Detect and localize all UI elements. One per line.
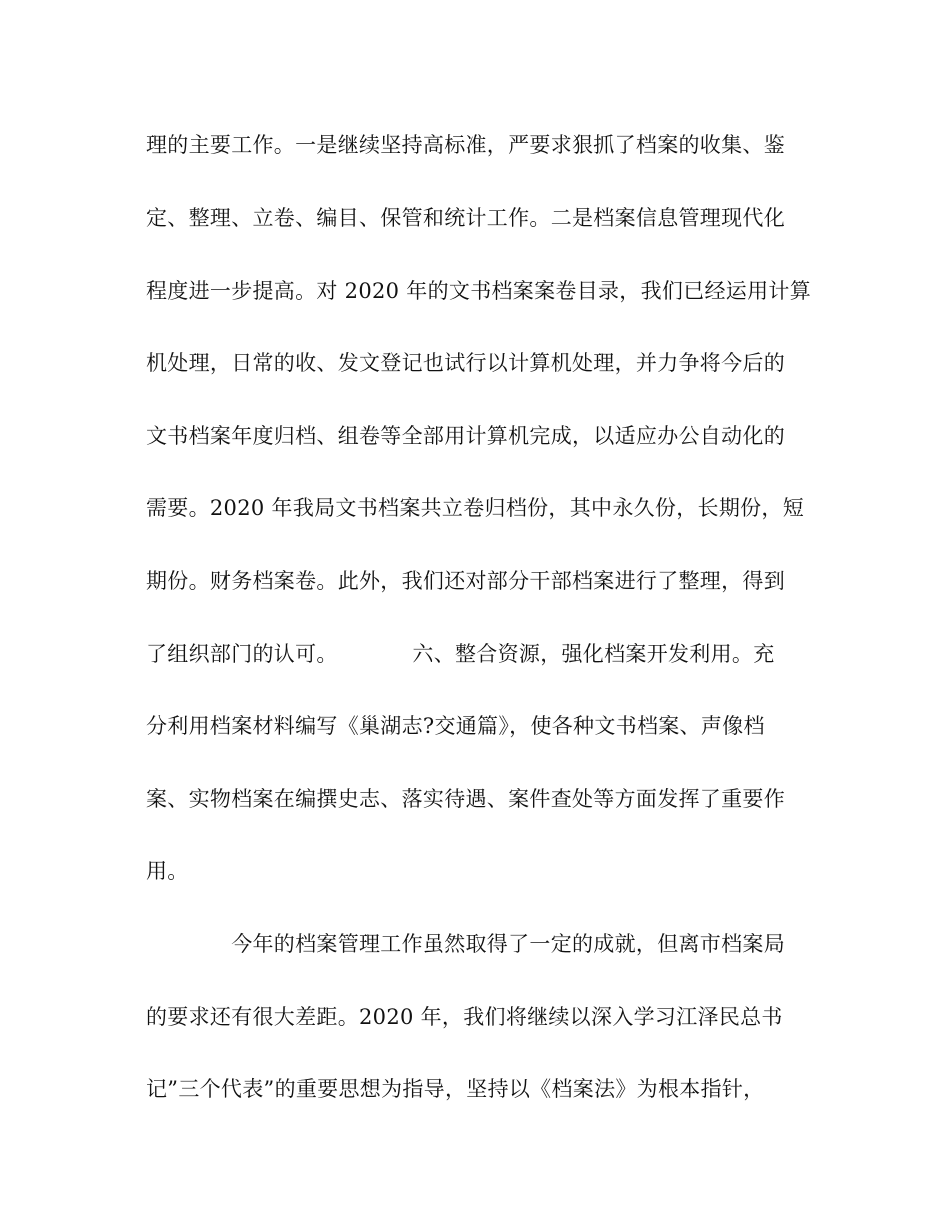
paragraph-line: 机处理，日常的收、发文登记也试行以计算机处理，并力争将今后的 [146, 351, 785, 375]
paragraph-line: 分利用档案材料编写《巢湖志?交通篇》，使各种文书档案、声像档 [146, 714, 765, 738]
paragraph-line: 期份。财务档案卷。此外，我们还对部分干部档案进行了整理，得到 [146, 569, 785, 593]
paragraph-line: 程度进一步提高。对 2020 年的文书档案案卷目录，我们已经运用计算 [146, 279, 811, 303]
paragraph-line: 定、整理、立卷、编目、保管和统计工作。二是档案信息管理现代化 [146, 206, 785, 230]
paragraph-line: 理的主要工作。一是继续坚持高标准，严要求狠抓了档案的收集、鉴 [146, 133, 785, 157]
paragraph-line: 案、实物档案在编撰史志、落实待遇、案件查处等方面发挥了重要作 [146, 787, 785, 811]
paragraph-line: 用。 [146, 859, 189, 883]
paragraph-line: 需要。2020 年我局文书档案共立卷归档份，其中永久份，长期份，短 [146, 496, 805, 520]
paragraph-line: 文书档案年度归档、组卷等全部用计算机完成，以适应办公自动化的 [146, 424, 785, 448]
paragraph-line: 记”三个代表”的重要思想为指导，坚持以《档案法》为根本指针， [146, 1077, 765, 1101]
paragraph-line: 今年的档案管理工作虽然取得了一定的成就，但离市档案局 [146, 932, 785, 956]
paragraph-line: 的要求还有很大差距。2020 年，我们将继续以深入学习江泽民总书 [146, 1005, 783, 1029]
paragraph-line: 了组织部门的认可。 六、整合资源，强化档案开发利用。充 [146, 642, 775, 666]
